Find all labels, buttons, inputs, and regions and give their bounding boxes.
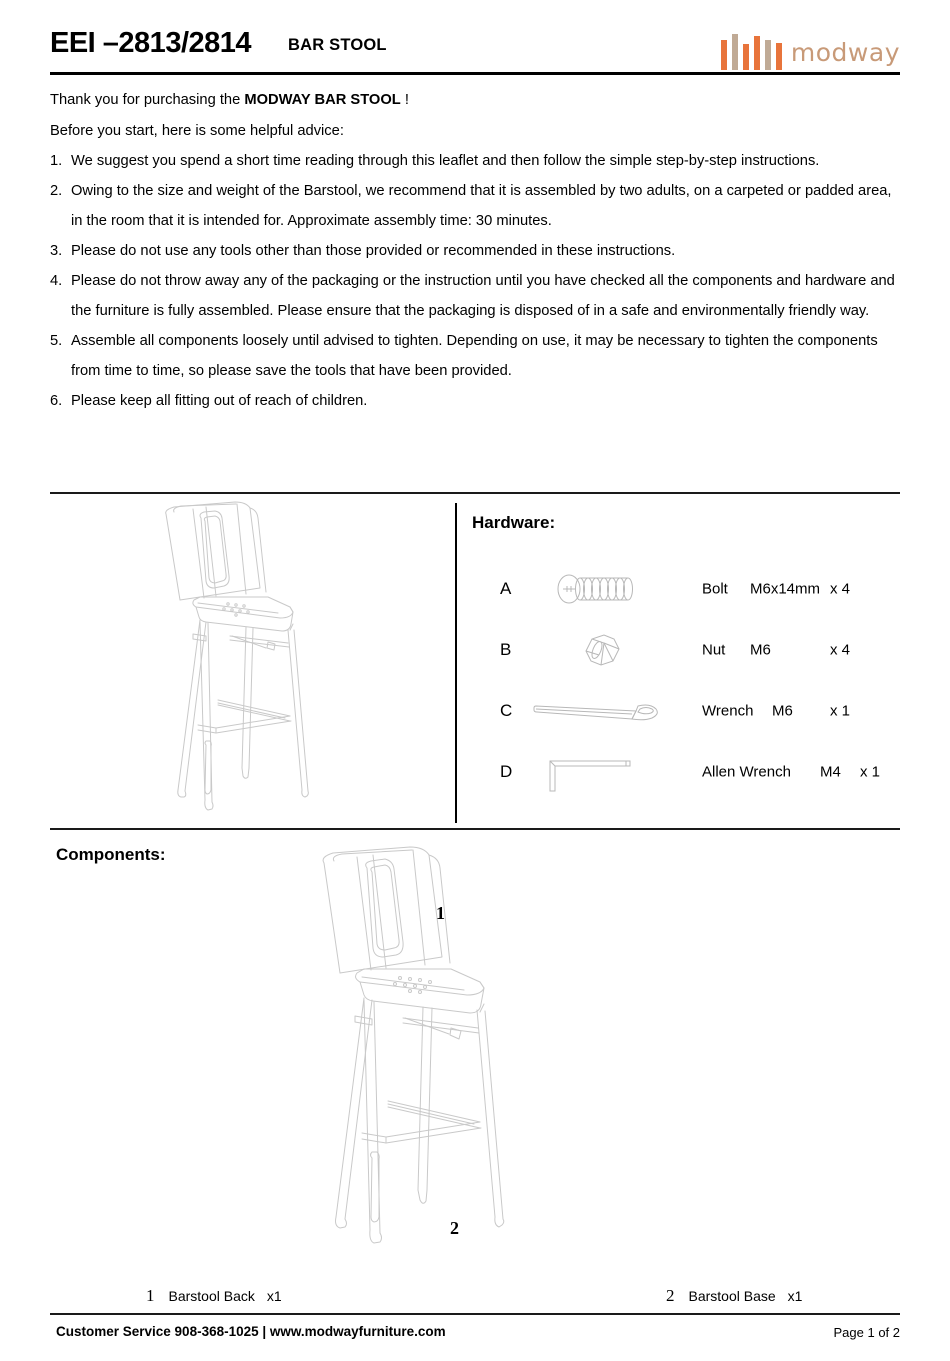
advice-list [50,146,906,416]
stool-line-art [150,500,450,830]
list-item [50,236,906,266]
assembled-stool-illustration [150,500,450,830]
hardware-vertical-divider [455,503,457,823]
hardware-list [472,558,892,802]
header-divider [50,72,900,75]
hardware-qty: x 1 [860,763,881,780]
greeting-product: MODWAY BAR STOOL [244,92,401,108]
list-item-text: Assemble all components loosely until advised to tighten. Depending on use, it may be necessary to tighten the components from time to time, so please save the tools that have been provided. [71,333,878,379]
hardware-row-d [472,741,892,802]
list-item [50,176,906,236]
nut-icon [547,627,677,673]
greeting-text: Thank you for purchasing the [50,92,245,108]
hardware-letter: A [500,578,512,598]
greeting-line [50,85,906,115]
list-item-text: Please keep all fitting out of reach of children. [71,393,368,409]
hardware-letter: D [500,761,513,781]
list-item-text: Please do not throw away any of the packaging or the instruction until you have checked all the components and hardware and the furniture is fully assembled. Please ensure that the packaging is disposed of in a safe and environmentally friendly way. [71,273,895,319]
hardware-name: Nut [702,641,726,658]
page-number: Page 1 of 2 [833,1325,900,1340]
model-code: EEI –2813/2814 [50,27,252,59]
hardware-letter: C [500,700,513,720]
customer-service-info: Customer Service 908-368-1025 | www.modwayfurniture.com [56,1324,446,1339]
hardware-name: Wrench [702,702,754,719]
logo-bars-icon [721,34,782,70]
legend-qty: x1 [787,1288,803,1304]
list-item-text: Owing to the size and weight of the Barstool, we recommend that it is assembled by two adults, on a carpeted or padded area, in the room that it is intended for. Approximate assembly time: 30 minutes. [71,183,892,229]
allen-wrench-icon [544,749,664,795]
callout-marker-1: 1 [436,903,445,923]
callout-marker-2: 2 [450,1218,459,1238]
hardware-spec: M4 [820,763,841,780]
modway-logo [721,26,900,70]
components-section-title: Components: [56,845,166,864]
hardware-section-title: Hardware: [472,513,556,532]
stool-exploded-line-art [300,845,680,1270]
component-stool-illustration [300,845,680,1270]
legend-number: 1 [146,1286,155,1305]
list-item-text: We suggest you spend a short time reading through this leaflet and then follow the simple step-by-step instructions. [71,153,820,169]
greeting-suffix: ! [400,92,409,108]
hardware-name: Bolt [702,580,728,597]
hardware-qty: x 4 [830,641,851,658]
list-item [50,386,906,416]
hardware-spec: M6 [750,641,771,658]
product-name: BAR STOOL [288,36,387,54]
list-item [50,266,906,326]
intro-section [50,85,906,416]
section-divider-middle [50,828,900,830]
legend-qty: x1 [266,1288,282,1304]
list-item-number: 2. [50,183,63,199]
hardware-qty: x 4 [830,580,851,597]
list-item-number: 6. [50,393,63,409]
hardware-letter: B [500,639,512,659]
hardware-name: Allen Wrench [702,763,791,780]
list-item-number: 4. [50,273,63,289]
section-divider-top [50,492,900,494]
legend-label: Barstool Back [168,1288,255,1304]
hardware-qty: x 1 [830,702,851,719]
hardware-row-b [472,619,892,680]
legend-number: 2 [666,1286,675,1305]
legend-label: Barstool Base [688,1288,776,1304]
list-item [50,146,906,176]
list-item-number: 5. [50,333,63,349]
hardware-spec: M6x14mm [750,580,821,597]
component-legend-item-1 [146,1286,282,1306]
list-item-number: 1. [50,153,63,169]
hardware-row-c [472,680,892,741]
logo-wordmark: modway [790,38,900,67]
footer-divider [50,1313,900,1315]
hardware-row-a [472,558,892,619]
hardware-spec: M6 [772,702,793,719]
wrench-icon [532,688,677,734]
list-item-text: Please do not use any tools other than those provided or recommended in these instructions. [71,243,676,259]
lead-in-line: Before you start, here is some helpful advice: [50,123,344,139]
component-legend-item-2 [666,1286,802,1306]
list-item [50,326,906,386]
bolt-icon [547,566,677,612]
list-item-number: 3. [50,243,63,259]
page-header [50,26,900,72]
